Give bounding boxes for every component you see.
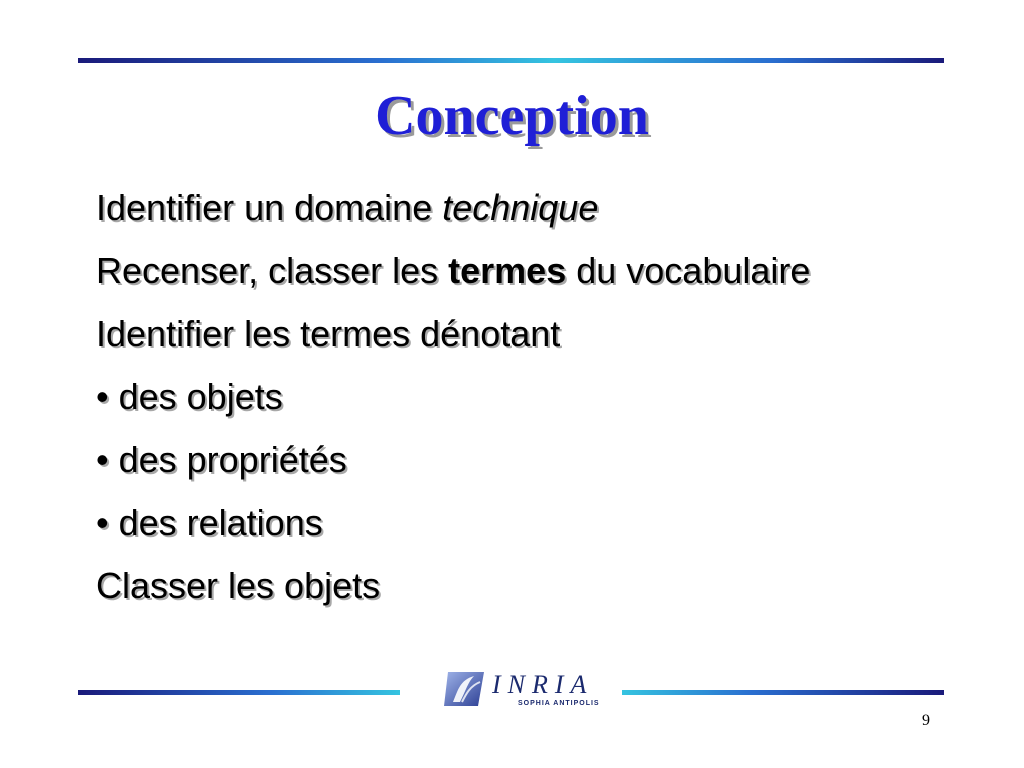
inria-logo — [444, 664, 604, 712]
bullet-line-3: Identifier les termes dénotant — [96, 313, 561, 354]
inria-emblem-icon — [444, 666, 488, 710]
bottom-divider-left — [78, 690, 400, 695]
emphasis-technique: technique — [442, 187, 599, 228]
logo-wordmark: INRIA — [492, 670, 594, 699]
bullet-line-5: • des propriétés — [96, 439, 347, 480]
bullet-line-6: • des relations — [96, 502, 323, 543]
page-number: 9 — [922, 712, 930, 729]
slide-title: Conception — [375, 85, 649, 147]
top-divider — [78, 58, 944, 63]
emphasis-termes: termes — [448, 250, 567, 291]
bullet-line-1: Identifier un domaine technique — [96, 187, 599, 228]
logo-subtitle: SOPHIA ANTIPOLIS — [518, 700, 600, 707]
bullet-line-7: Classer les objets — [96, 565, 381, 606]
bullet-line-4: • des objets — [96, 376, 283, 417]
slide-body — [96, 186, 936, 627]
bullet-line-2: Recenser, classer les termes du vocabulaire — [96, 250, 811, 291]
bottom-divider-right — [622, 690, 944, 695]
